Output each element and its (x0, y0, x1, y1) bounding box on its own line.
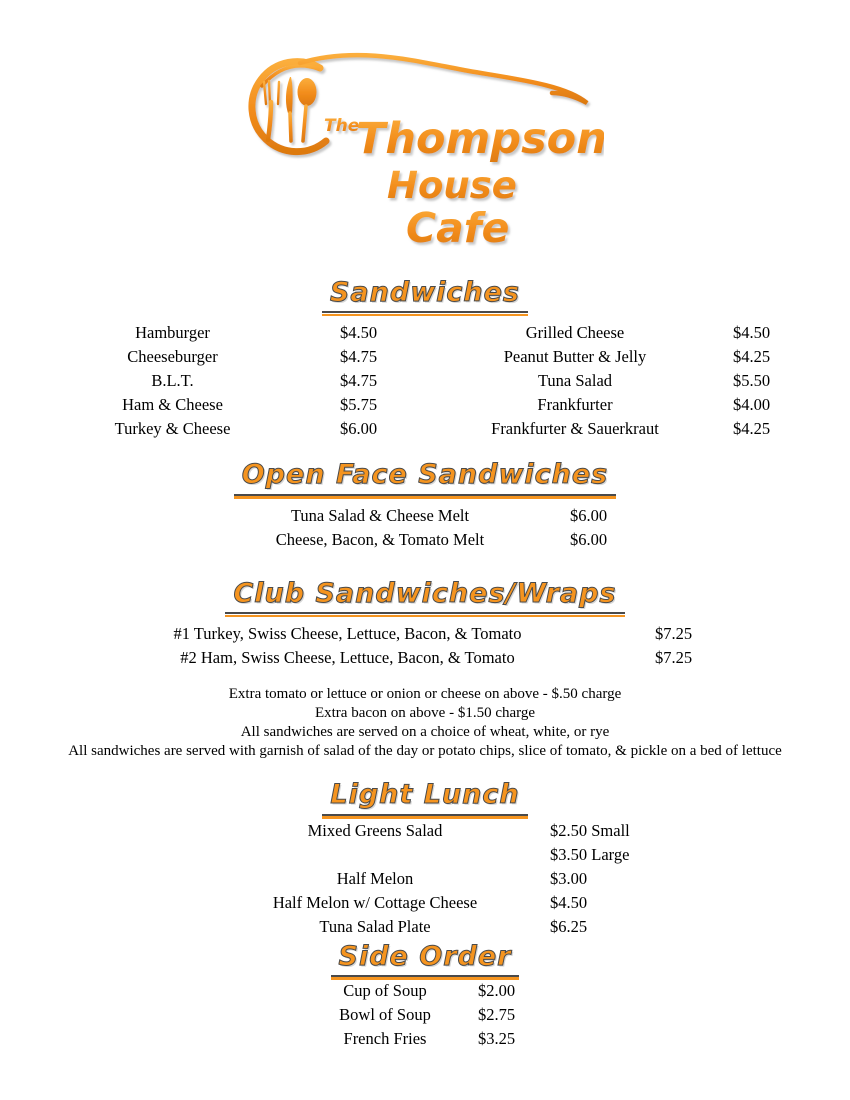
menu-item-row (230, 819, 850, 843)
fork-icon (264, 81, 279, 140)
item-price: $5.75 (340, 395, 378, 415)
menu-item-row (450, 321, 778, 345)
item-name: Grilled Cheese (525, 323, 625, 343)
section-light-lunch (0, 779, 850, 938)
logo-word-cafe: Cafe (406, 204, 510, 252)
item-name: Half Melon (336, 868, 414, 888)
note-line: All sandwiches are served on a choice of wheat, white, or rye (240, 724, 610, 741)
menu-item-row (230, 891, 850, 915)
item-price: $3.00 (550, 868, 588, 888)
item-price: $4.25 (733, 347, 771, 367)
item-price: $3.25 (478, 1028, 516, 1048)
cafe-logo (244, 0, 604, 257)
item-price: $4.25 (733, 419, 771, 439)
item-name: Half Melon w/ Cottage Cheese (272, 892, 478, 912)
item-name: #2 Ham, Swiss Cheese, Lettuce, Bacon, & Tomato (180, 648, 515, 668)
item-name: Cheese, Bacon, & Tomato Melt (275, 529, 485, 549)
item-name: Mixed Greens Salad (307, 820, 443, 840)
item-name: #1 Turkey, Swiss Cheese, Lettuce, Bacon, & Tomato (173, 624, 522, 644)
item-price: $4.75 (340, 371, 378, 391)
menu-item-row (60, 369, 385, 393)
item-price: $6.25 (550, 916, 588, 936)
item-name: Ham & Cheese (122, 395, 223, 415)
menu-item-row (310, 1027, 850, 1051)
item-name: Tuna Salad (537, 371, 613, 391)
note-line: Extra tomato or lettuce or onion or cheese on above - $.50 charge (228, 686, 622, 703)
menu-item-row (450, 369, 778, 393)
item-price: $5.50 (733, 371, 771, 391)
menu-item-row (450, 393, 778, 417)
menu-item-row (60, 417, 385, 441)
item-price: $4.75 (340, 347, 378, 367)
menu-item-row (60, 321, 385, 345)
menu-item-row (60, 393, 385, 417)
section-title-side-order: Side Order (331, 941, 520, 977)
section-open-face-sandwiches (0, 459, 850, 551)
section-title-open-face: Open Face Sandwiches (234, 459, 617, 495)
note-line: Extra bacon on above - $1.50 charge (314, 705, 536, 722)
menu-item-row (310, 1003, 850, 1027)
item-name: Frankfurter & Sauerkraut (491, 419, 659, 439)
menu-item-row (65, 646, 850, 670)
item-name: Turkey & Cheese (114, 419, 231, 439)
item-price: $7.25 (655, 624, 693, 644)
item-price: $4.00 (733, 395, 771, 415)
menu-item-row (60, 345, 385, 369)
item-price: $4.50 (733, 323, 771, 343)
menu-item-row (450, 345, 778, 369)
item-name: Frankfurter (537, 395, 613, 415)
item-price: $4.50 (550, 892, 588, 912)
sandwiches-left-column (60, 321, 385, 441)
item-name: French Fries (343, 1028, 427, 1048)
item-name: Tuna Salad Plate (319, 916, 431, 936)
menu-item-row (65, 622, 850, 646)
item-price: $2.00 (478, 980, 516, 1000)
section-title-club: Club Sandwiches/Wraps (225, 578, 624, 614)
item-name: Tuna Salad & Cheese Melt (290, 505, 470, 525)
sandwiches-right-column (450, 321, 778, 441)
section-club-sandwiches (0, 578, 850, 761)
section-title-sandwiches: Sandwiches (322, 277, 528, 313)
section-sandwiches (0, 277, 850, 441)
menu-item-row (200, 504, 850, 528)
menu-item-row (230, 843, 850, 867)
item-name: Cup of Soup (343, 980, 427, 1000)
menu-item-row (450, 417, 778, 441)
logo-word-thompson: Thompson (356, 114, 604, 164)
item-name: Cheeseburger (127, 347, 218, 367)
item-price: $6.00 (570, 505, 608, 525)
swoosh-icon (300, 55, 587, 103)
note-line: All sandwiches are served with garnish of salad of the day or potato chips, slice of tomato, & pickle on a bed of lettuce (68, 743, 782, 760)
item-name: B.L.T. (151, 371, 194, 391)
section-side-order (0, 941, 850, 1051)
sandwich-notes (0, 685, 850, 761)
spoon-icon (298, 78, 317, 141)
item-price: $2.75 (478, 1004, 516, 1024)
item-name: Bowl of Soup (339, 1004, 431, 1024)
item-price: $6.00 (570, 529, 608, 549)
menu-item-row (230, 915, 850, 939)
item-name: Peanut Butter & Jelly (503, 347, 647, 367)
item-price: $4.50 (340, 323, 378, 343)
menu-item-row (230, 867, 850, 891)
menu-item-row (310, 979, 850, 1003)
knife-icon (286, 77, 293, 141)
cafe-logo-graphic (244, 52, 604, 252)
item-price: $2.50 Small (550, 820, 630, 840)
section-title-light-lunch: Light Lunch (322, 779, 527, 815)
item-price: $3.50 Large (550, 844, 630, 864)
item-name: Hamburger (135, 323, 210, 343)
item-price: $6.00 (340, 419, 378, 439)
logo-word-house: House (387, 164, 517, 207)
logo-word-the: The (324, 116, 360, 136)
menu-item-row (200, 528, 850, 552)
item-price: $7.25 (655, 648, 693, 668)
